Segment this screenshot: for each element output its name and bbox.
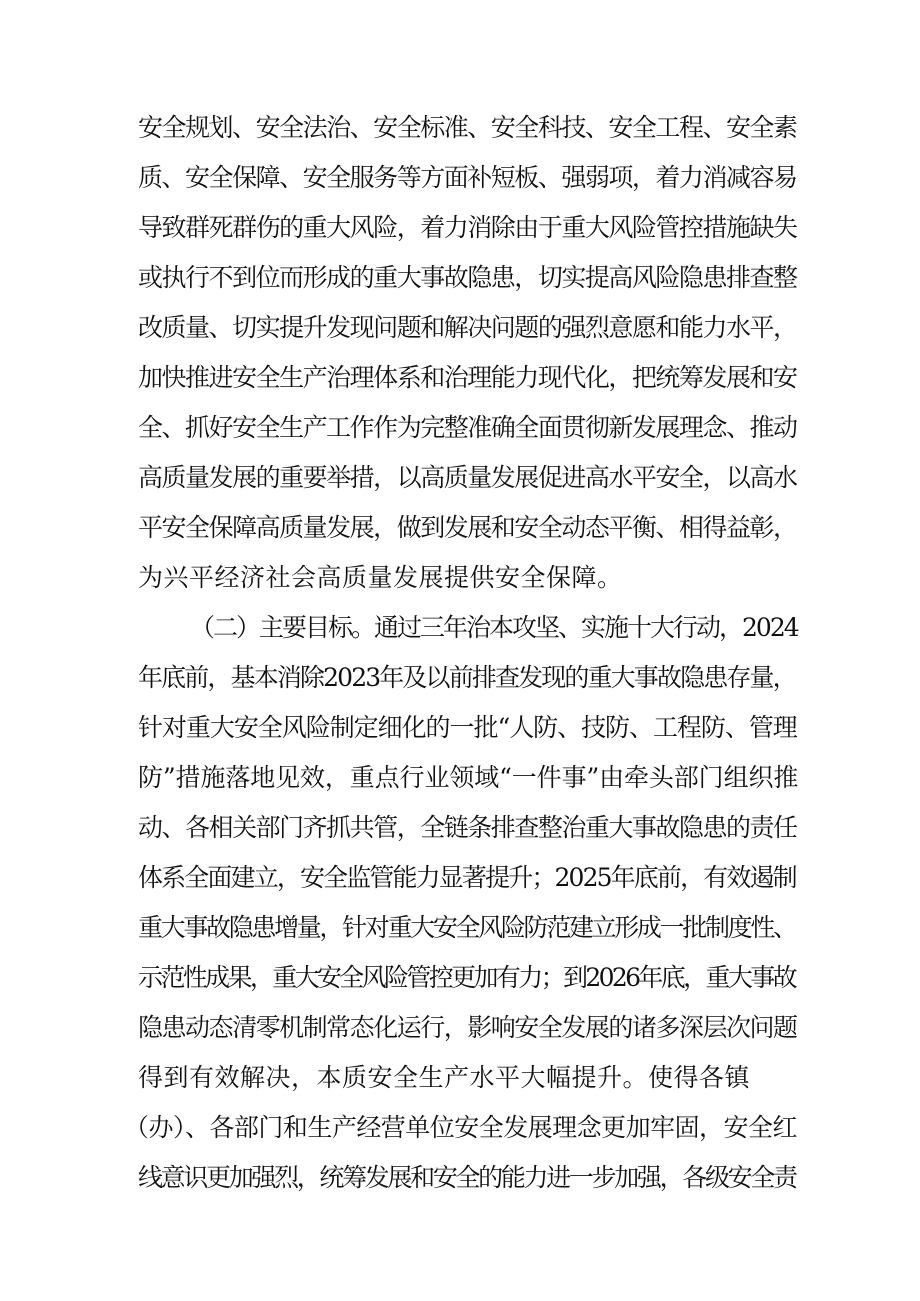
- paragraph-line: 线意识更加强烈，统筹发展和安全的能力进一步加强，各级安全责: [138, 1163, 796, 1192]
- paragraph-line: 体系全面建立，安全监管能力显著提升；2025年底前，有效遏制: [138, 863, 796, 892]
- paragraph-line: 高质量发展的重要举措，以高质量发展促进高水平安全，以高水: [138, 463, 797, 492]
- paragraph-line: 改质量、切实提升发现问题和解决问题的强烈意愿和能力水平，: [138, 313, 797, 342]
- paragraph-line: 全、抓好安全生产工作作为完整准确全面贯彻新发展理念、推动: [138, 413, 797, 442]
- paragraph-line: 或执行不到位而形成的重大事故隐患，切实提高风险隐患排查整: [138, 263, 797, 292]
- paragraph-line: 为兴平经济社会高质量发展提供安全保障。: [138, 563, 623, 592]
- paragraph-line: 防”措施落地见效，重点行业领域“一件事”由牵头部门组织推: [138, 763, 799, 792]
- paragraph-line: 得到有效解决，本质安全生产水平大幅提升。使得各镇: [138, 1063, 751, 1092]
- paragraph-line: 示范性成果，重大安全风险管控更加有力；到2026年底，重大事故: [138, 963, 795, 992]
- paragraph-line: 年底前，基本消除2023年及以前排查发现的重大事故隐患存量，: [138, 663, 796, 692]
- paragraph-line: 安全规划、安全法治、安全标准、安全科技、安全工程、安全素: [138, 113, 797, 142]
- section-heading-line: （二）主要目标。通过三年治本攻坚、实施十大行动，2024: [190, 613, 798, 642]
- paragraph-line: （办）、各部门和生产经营单位安全发展理念更加牢固，安全红: [124, 1113, 797, 1142]
- paragraph-line: 动、各相关部门齐抓共管，全链条排查整治重大事故隐患的责任: [138, 813, 797, 842]
- paragraph-line: 针对重大安全风险制定细化的一批“人防、技防、工程防、管理: [138, 713, 797, 742]
- paragraph-line: 质、安全保障、安全服务等方面补短板、强弱项，着力消减容易: [138, 163, 797, 192]
- paragraph-line: 加快推进安全生产治理体系和治理能力现代化，把统筹发展和安: [138, 363, 797, 392]
- paragraph-line: 导致群死群伤的重大风险，着力消除由于重大风险管控措施缺失: [138, 213, 797, 242]
- paragraph-line: 隐患动态清零机制常态化运行，影响安全发展的诸多深层次问题: [138, 1013, 797, 1042]
- paragraph-line: 重大事故隐患增量，针对重大安全风险防范建立形成一批制度性、: [138, 913, 796, 942]
- paragraph-line: 平安全保障高质量发展，做到发展和安全动态平衡、相得益彰，: [138, 513, 797, 542]
